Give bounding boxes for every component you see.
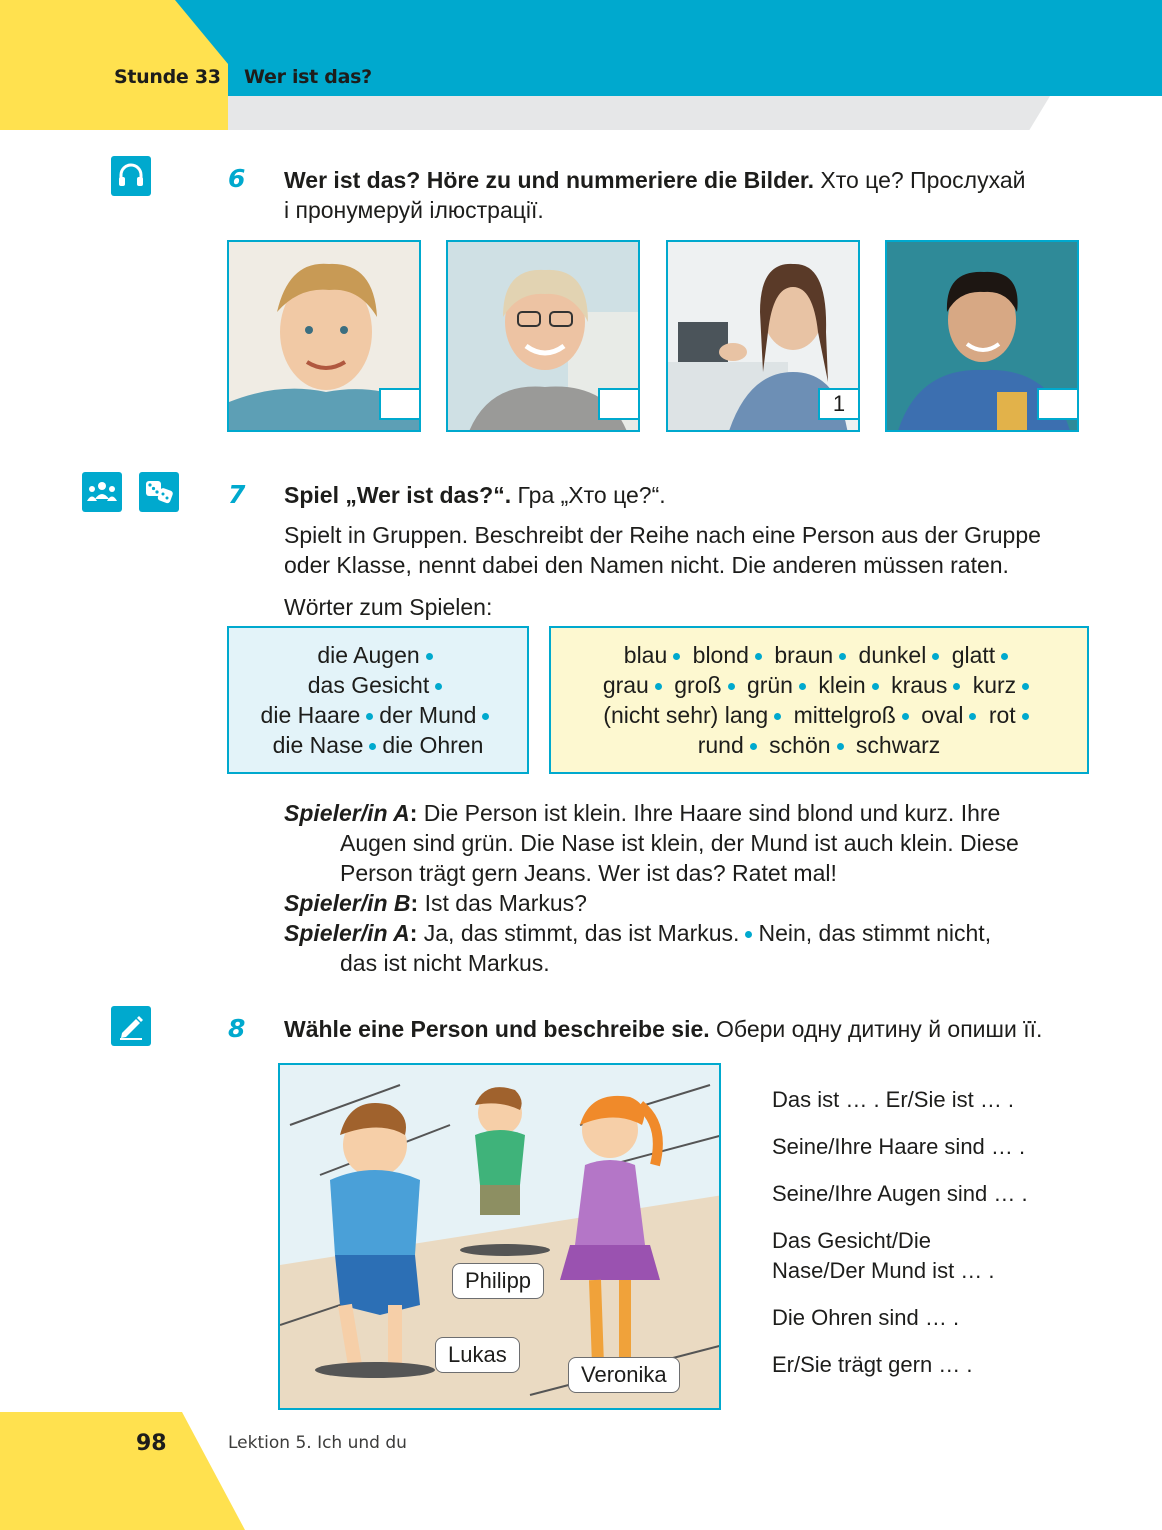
phrase-4-line1: Das Gesicht/Die xyxy=(772,1228,931,1253)
adjectives-line-1 xyxy=(551,640,1087,670)
word: rund xyxy=(697,732,744,758)
bullet xyxy=(799,683,806,690)
page-title: Wer ist das? xyxy=(244,66,372,88)
phrase-5: Die Ohren sind … . xyxy=(772,1305,960,1330)
dialog-a1 xyxy=(284,798,1090,888)
bullet xyxy=(673,653,680,660)
nouns-line-2 xyxy=(229,670,527,700)
dialog-a2 xyxy=(284,918,1090,978)
word: blond xyxy=(692,642,749,668)
nouns-line-4 xyxy=(229,730,527,760)
bullet xyxy=(969,713,976,720)
lesson-label: Stunde 33 xyxy=(114,66,221,88)
exercise-8-instruction-uk: Обери одну дитину й опиши її. xyxy=(709,1016,1043,1042)
phrase-2: Seine/Ihre Haare sind … . xyxy=(772,1134,1026,1159)
word: schön xyxy=(769,732,831,758)
bullet xyxy=(1001,653,1008,660)
nouns-box xyxy=(227,626,529,774)
word: der Mund xyxy=(379,702,477,728)
bullet xyxy=(932,653,939,660)
bullet xyxy=(745,931,752,938)
bullet xyxy=(839,653,846,660)
word: schwarz xyxy=(855,732,941,758)
exercise-7-para-line2: oder Klasse, nennt dabei den Namen nicht. Die anderen müssen raten. xyxy=(284,552,1009,578)
word: die Haare xyxy=(260,702,361,728)
bullet xyxy=(435,683,442,690)
name-tag-lukas: Lukas xyxy=(435,1337,520,1373)
word: mittelgroß xyxy=(793,702,896,728)
number-box-2[interactable] xyxy=(598,388,640,420)
exercise-7-title-de: Spiel „Wer ist das?“. xyxy=(284,482,512,508)
word: oval xyxy=(921,702,964,728)
bullet xyxy=(366,713,373,720)
name-tag-philipp: Philipp xyxy=(452,1263,544,1299)
bullet xyxy=(482,713,489,720)
photo-girl-writing xyxy=(666,240,860,432)
dialog-text: Die Person ist klein. Ihre Haare sind blond und kurz. Ihre xyxy=(423,800,1001,826)
dialog-a1-line2: Augen sind grün. Die Nase ist klein, der Mund ist auch klein. Diese xyxy=(340,830,1019,856)
dialog-a2-line1: Spieler/in A: Ja, das stimmt, das ist Markus. Nein, das stimmt nicht, xyxy=(284,920,992,946)
exercise-number-8: 8 xyxy=(228,1014,246,1043)
nouns-line-1 xyxy=(229,640,527,670)
adjectives-line-2 xyxy=(551,670,1087,700)
bullet xyxy=(837,743,844,750)
bullet xyxy=(755,653,762,660)
sample-dialog xyxy=(284,798,1090,978)
exercise-6-instruction-line2: і пронумеруй ілюстрації. xyxy=(284,197,544,223)
word: klein xyxy=(818,672,866,698)
speaker-a: Spieler/in A xyxy=(284,920,410,946)
word: dunkel xyxy=(858,642,927,668)
dialog-b: Spieler/in B: Ist das Markus? xyxy=(284,890,587,916)
word: grün xyxy=(746,672,793,698)
word: grau xyxy=(602,672,649,698)
word: kraus xyxy=(891,672,948,698)
page-number: 98 xyxy=(136,1431,167,1456)
bullet xyxy=(774,713,781,720)
speaker-b: Spieler/in B xyxy=(284,890,411,916)
game-dice-icon xyxy=(139,472,179,512)
words-label: Wörter zum Spielen: xyxy=(284,594,493,620)
word: rot xyxy=(988,702,1016,728)
word: glatt xyxy=(951,642,996,668)
bullet xyxy=(1022,713,1029,720)
pencil-icon xyxy=(111,1006,151,1046)
phrase-4-line2: Nase/Der Mund ist … . xyxy=(772,1258,995,1283)
word: die Augen xyxy=(317,642,420,668)
dialog-text: Ja, das stimmt, das ist Markus. xyxy=(423,920,740,946)
exercise-6-instruction-uk: Хто це? Прослухай xyxy=(813,167,1026,193)
number-box-1[interactable] xyxy=(379,388,421,420)
word: (nicht sehr) lang xyxy=(603,702,769,728)
photo-woman xyxy=(446,240,640,432)
exercise-6-instruction-de: Wer ist das? Höre zu und nummeriere die Bilder. xyxy=(284,167,814,193)
phrase-3: Seine/Ihre Augen sind … . xyxy=(772,1181,1028,1206)
bullet xyxy=(750,743,757,750)
number-box-3[interactable]: 1 xyxy=(818,388,860,420)
name-tag-veronika: Veronika xyxy=(568,1357,680,1393)
speaker-a: Spieler/in A xyxy=(284,800,410,826)
word: die Nase xyxy=(272,732,364,758)
adjectives-line-3 xyxy=(551,700,1087,730)
exercise-7-para-line1: Spielt in Gruppen. Beschreibt der Reihe nach eine Person aus der Gruppe xyxy=(284,522,1041,548)
number-box-4[interactable] xyxy=(1037,388,1079,420)
exercise-number-6: 6 xyxy=(228,164,246,193)
exercise-8-instruction-de: Wähle eine Person und beschreibe sie. xyxy=(284,1016,710,1042)
dialog-a1-line3: Person trägt gern Jeans. Wer ist das? Ratet mal! xyxy=(340,860,837,886)
phrase-1: Das ist … . Er/Sie ist … . xyxy=(772,1087,1015,1112)
word: kurz xyxy=(972,672,1017,698)
bullet xyxy=(369,743,376,750)
dialog-text: Nein, das stimmt nicht, xyxy=(758,920,992,946)
word: das Gesicht xyxy=(307,672,430,698)
dialog-a1-line1: Spieler/in A: Die Person ist klein. Ihre Haare sind blond und kurz. Ihre xyxy=(284,800,1001,826)
bullet xyxy=(872,683,879,690)
nouns-line-3 xyxy=(229,700,527,730)
adjectives-line-4 xyxy=(551,730,1087,760)
word: braun xyxy=(774,642,834,668)
word: blau xyxy=(623,642,668,668)
adjectives-box xyxy=(549,626,1089,774)
footer-lesson-text: Lektion 5. Ich und du xyxy=(228,1433,407,1453)
word: die Ohren xyxy=(382,732,484,758)
headphones-icon xyxy=(111,156,151,196)
dialog-a2-line2: das ist nicht Markus. xyxy=(340,950,550,976)
photo-boy-dark xyxy=(885,240,1079,432)
skateboarding-illustration xyxy=(278,1063,721,1410)
dialog-text: Ist das Markus? xyxy=(424,890,587,916)
group-work-icon xyxy=(82,472,122,512)
bullet xyxy=(953,683,960,690)
header-gray-bar xyxy=(226,96,1050,130)
bullet xyxy=(1022,683,1029,690)
bullet xyxy=(426,653,433,660)
bullet xyxy=(728,683,735,690)
footer-yellow-block xyxy=(0,1412,245,1530)
bullet xyxy=(902,713,909,720)
word: groß xyxy=(674,672,722,698)
photo-boy-blond xyxy=(227,240,421,432)
phrase-6: Er/Sie trägt gern … . xyxy=(772,1352,973,1377)
exercise-number-7: 7 xyxy=(228,480,246,509)
exercise-7-title xyxy=(284,480,666,510)
exercise-6-instruction xyxy=(284,165,1090,195)
exercise-7-title-uk: Гра „Хто це?“. xyxy=(511,482,666,508)
bullet xyxy=(655,683,662,690)
exercise-8-instruction xyxy=(284,1014,1090,1044)
